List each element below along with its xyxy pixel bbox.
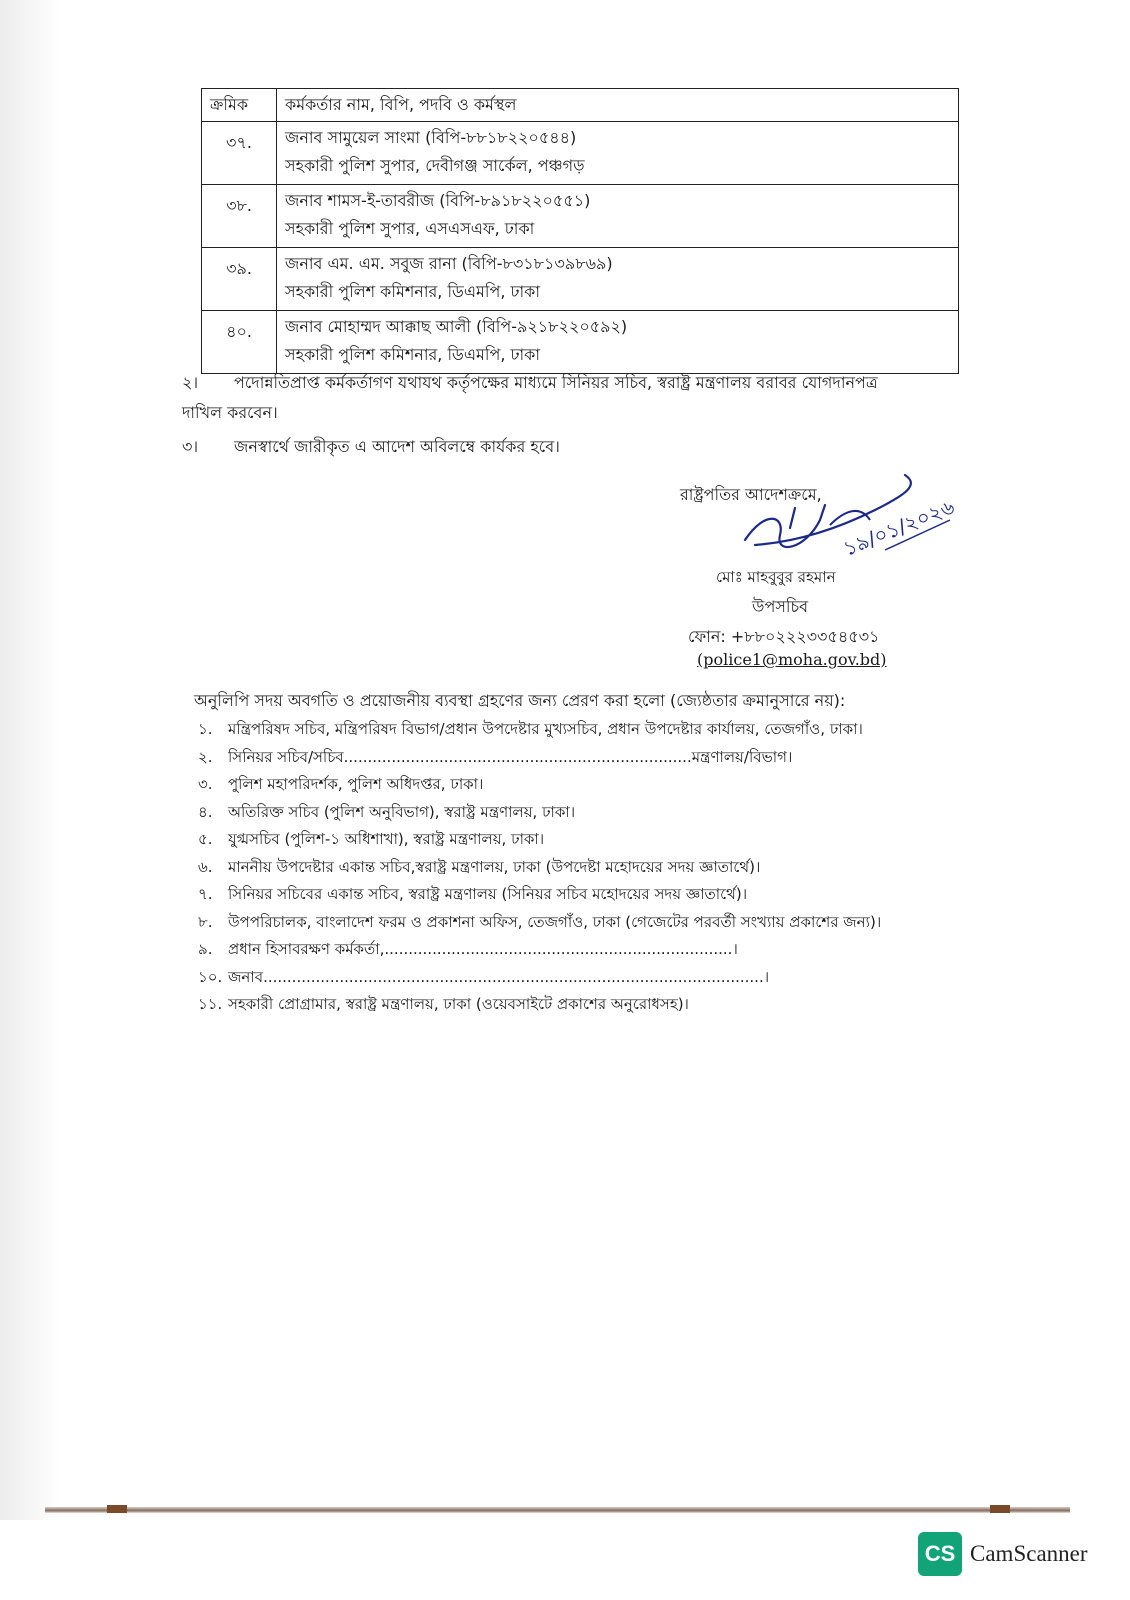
email-link[interactable]: (police1@moha.gov.bd) xyxy=(697,650,887,669)
signer-email[interactable] xyxy=(697,650,887,669)
divider-mark-left xyxy=(107,1505,127,1513)
officer-posting: সহকারী পুলিশ কমিশনার, ডিএমপি, ঢাকা xyxy=(285,282,541,301)
officer-posting: সহকারী পুলিশ কমিশনার, ডিএমপি, ঢাকা xyxy=(285,345,541,364)
list-item: ৪. অতিরিক্ত সচিব (পুলিশ অনুবিভাগ), স্বরাষ্ট্র মন্ত্রণালয়, ঢাকা। xyxy=(198,802,576,821)
list-item: ৩. পুলিশ মহাপরিদর্শক, পুলিশ অধিদপ্তর, ঢাকা। xyxy=(198,775,484,793)
page-edge-divider xyxy=(45,1507,1070,1513)
officer-posting: সহকারী পুলিশ সুপার, দেবীগঞ্জ সার্কেল, পঞ্চগড় xyxy=(285,156,585,175)
row-serial: ৩৯. xyxy=(202,248,277,311)
table-row xyxy=(202,185,959,248)
table-row xyxy=(202,311,959,374)
row-serial: ৩৭. xyxy=(202,122,277,185)
officer-name: জনাব এম. এম. সবুজ রানা (বিপি-৮৩১৮১৩৯৮৬৯) xyxy=(285,254,613,273)
row-details xyxy=(277,185,959,248)
officer-table xyxy=(201,88,959,374)
list-item: ৭. সিনিয়র সচিবের একান্ত সচিব, স্বরাষ্ট্র মন্ত্রণালয় (সিনিয়র সচিব মহোদয়ের সদয় জ্ঞাতার্থে)। xyxy=(198,885,748,903)
copy-intro: অনুলিপি সদয় অবগতি ও প্রয়োজনীয় ব্যবস্থা গ্রহণের জন্য প্রেরণ করা হলো (জ্যেষ্ঠতার ক্রমানুসারে নয়): xyxy=(194,691,846,710)
row-details xyxy=(277,122,959,185)
list-item: ৯. প্রধান হিসাবরক্ষণ কর্মকর্তা,.........................................................................। xyxy=(198,940,738,958)
row-details xyxy=(277,311,959,374)
paragraph-2 xyxy=(182,368,982,428)
divider-mark-right xyxy=(990,1505,1010,1513)
list-item: ৫. যুগ্মসচিব (পুলিশ-১ অধিশাখা), স্বরাষ্ট্র মন্ত্রণালয়, ঢাকা। xyxy=(198,830,545,848)
officer-name: জনাব সামুয়েল সাংমা (বিপি-৮৮১৮২২০৫৪৪) xyxy=(285,128,577,147)
svg-text:১৯/০১/২০২৬: ১৯/০১/২০২৬ xyxy=(839,494,958,561)
signer-title: উপসচিব xyxy=(752,597,809,616)
copy-list xyxy=(198,716,881,1019)
header-details: কর্মকর্তার নাম, বিপি, পদবি ও কর্মস্থল xyxy=(277,89,959,122)
header-serial: ক্রমিক xyxy=(202,89,277,122)
list-item: ২. সিনিয়র সচিব/সচিব.........................................................................মন্ত্রণালয়/বিভাগ। xyxy=(198,747,793,766)
handwritten-signature xyxy=(735,470,970,580)
scan-shadow xyxy=(0,0,60,1520)
table-header-row xyxy=(202,89,959,122)
row-details xyxy=(277,248,959,311)
camscanner-watermark xyxy=(918,1532,1088,1576)
row-serial: ৪০. xyxy=(202,311,277,374)
camscanner-logo-icon: CS xyxy=(918,1532,962,1576)
list-item: ১১. সহকারী প্রোগ্রামার, স্বরাষ্ট্র মন্ত্রণালয়, ঢাকা (ওয়েবসাইটে প্রকাশের অনুরোধসহ)। xyxy=(198,995,689,1013)
paragraph-2-line2: দাখিল করবেন। xyxy=(182,403,278,422)
table-row xyxy=(202,122,959,185)
list-item: ১. মন্ত্রিপরিষদ সচিব, মন্ত্রিপরিষদ বিভাগ/প্রধান উপদেষ্টার মুখ্যসচিব, প্রধান উপদেষ্টার কার্যালয়, তেজগাঁও, ঢাকা। xyxy=(198,720,863,738)
list-item: ৮. উপপরিচালক, বাংলাদেশ ফরম ও প্রকাশনা অফিস, তেজগাঁও, ঢাকা (গেজেটের পরবর্তী সংখ্যায় প্রকাশের জন্য)। xyxy=(198,912,882,931)
paragraph-3-text: জনস্বার্থে জারীকৃত এ আদেশ অবিলম্বে কার্যকর হবে। xyxy=(234,437,560,456)
row-serial: ৩৮. xyxy=(202,185,277,248)
signer-name: মোঃ মাহবুবুর রহমান xyxy=(716,568,836,586)
officer-name: জনাব মোহাম্মদ আক্কাছ আলী (বিপি-৯২১৮২২০৫৯২) xyxy=(285,317,628,336)
list-item: ১০. জনাব.........................................................................................................। xyxy=(198,967,770,986)
paragraph-3-number: ৩। xyxy=(182,437,199,456)
officer-name: জনাব শামস-ই-তাবরীজ (বিপি-৮৯১৮২২০৫৫১) xyxy=(285,191,591,210)
officer-posting: সহকারী পুলিশ সুপার, এসএসএফ, ঢাকা xyxy=(285,219,535,238)
camscanner-label: CamScanner xyxy=(970,1541,1088,1566)
paragraph-2-number: ২। xyxy=(182,373,199,392)
order-line: রাষ্ট্রপতির আদেশক্রমে, xyxy=(680,485,822,504)
signer-phone: ফোন: +৮৮০২২২৩৩৫৪৫৩১ xyxy=(688,627,880,646)
table-row xyxy=(202,248,959,311)
list-item: ৬. মাননীয় উপদেষ্টার একান্ত সচিব,স্বরাষ্ট্র মন্ত্রণালয়, ঢাকা (উপদেষ্টা মহোদয়ের সদয় জ্ঞাতার্থে)। xyxy=(198,857,761,876)
paragraph-2-line1: পদোন্নতিপ্রাপ্ত কর্মকর্তাগণ যথাযথ কর্তৃপক্ষের মাধ্যমে সিনিয়র সচিব, স্বরাষ্ট্র মন্ত্রণালয় বরাবর যোগদানপত্র xyxy=(234,373,878,392)
paragraph-3 xyxy=(182,432,560,462)
